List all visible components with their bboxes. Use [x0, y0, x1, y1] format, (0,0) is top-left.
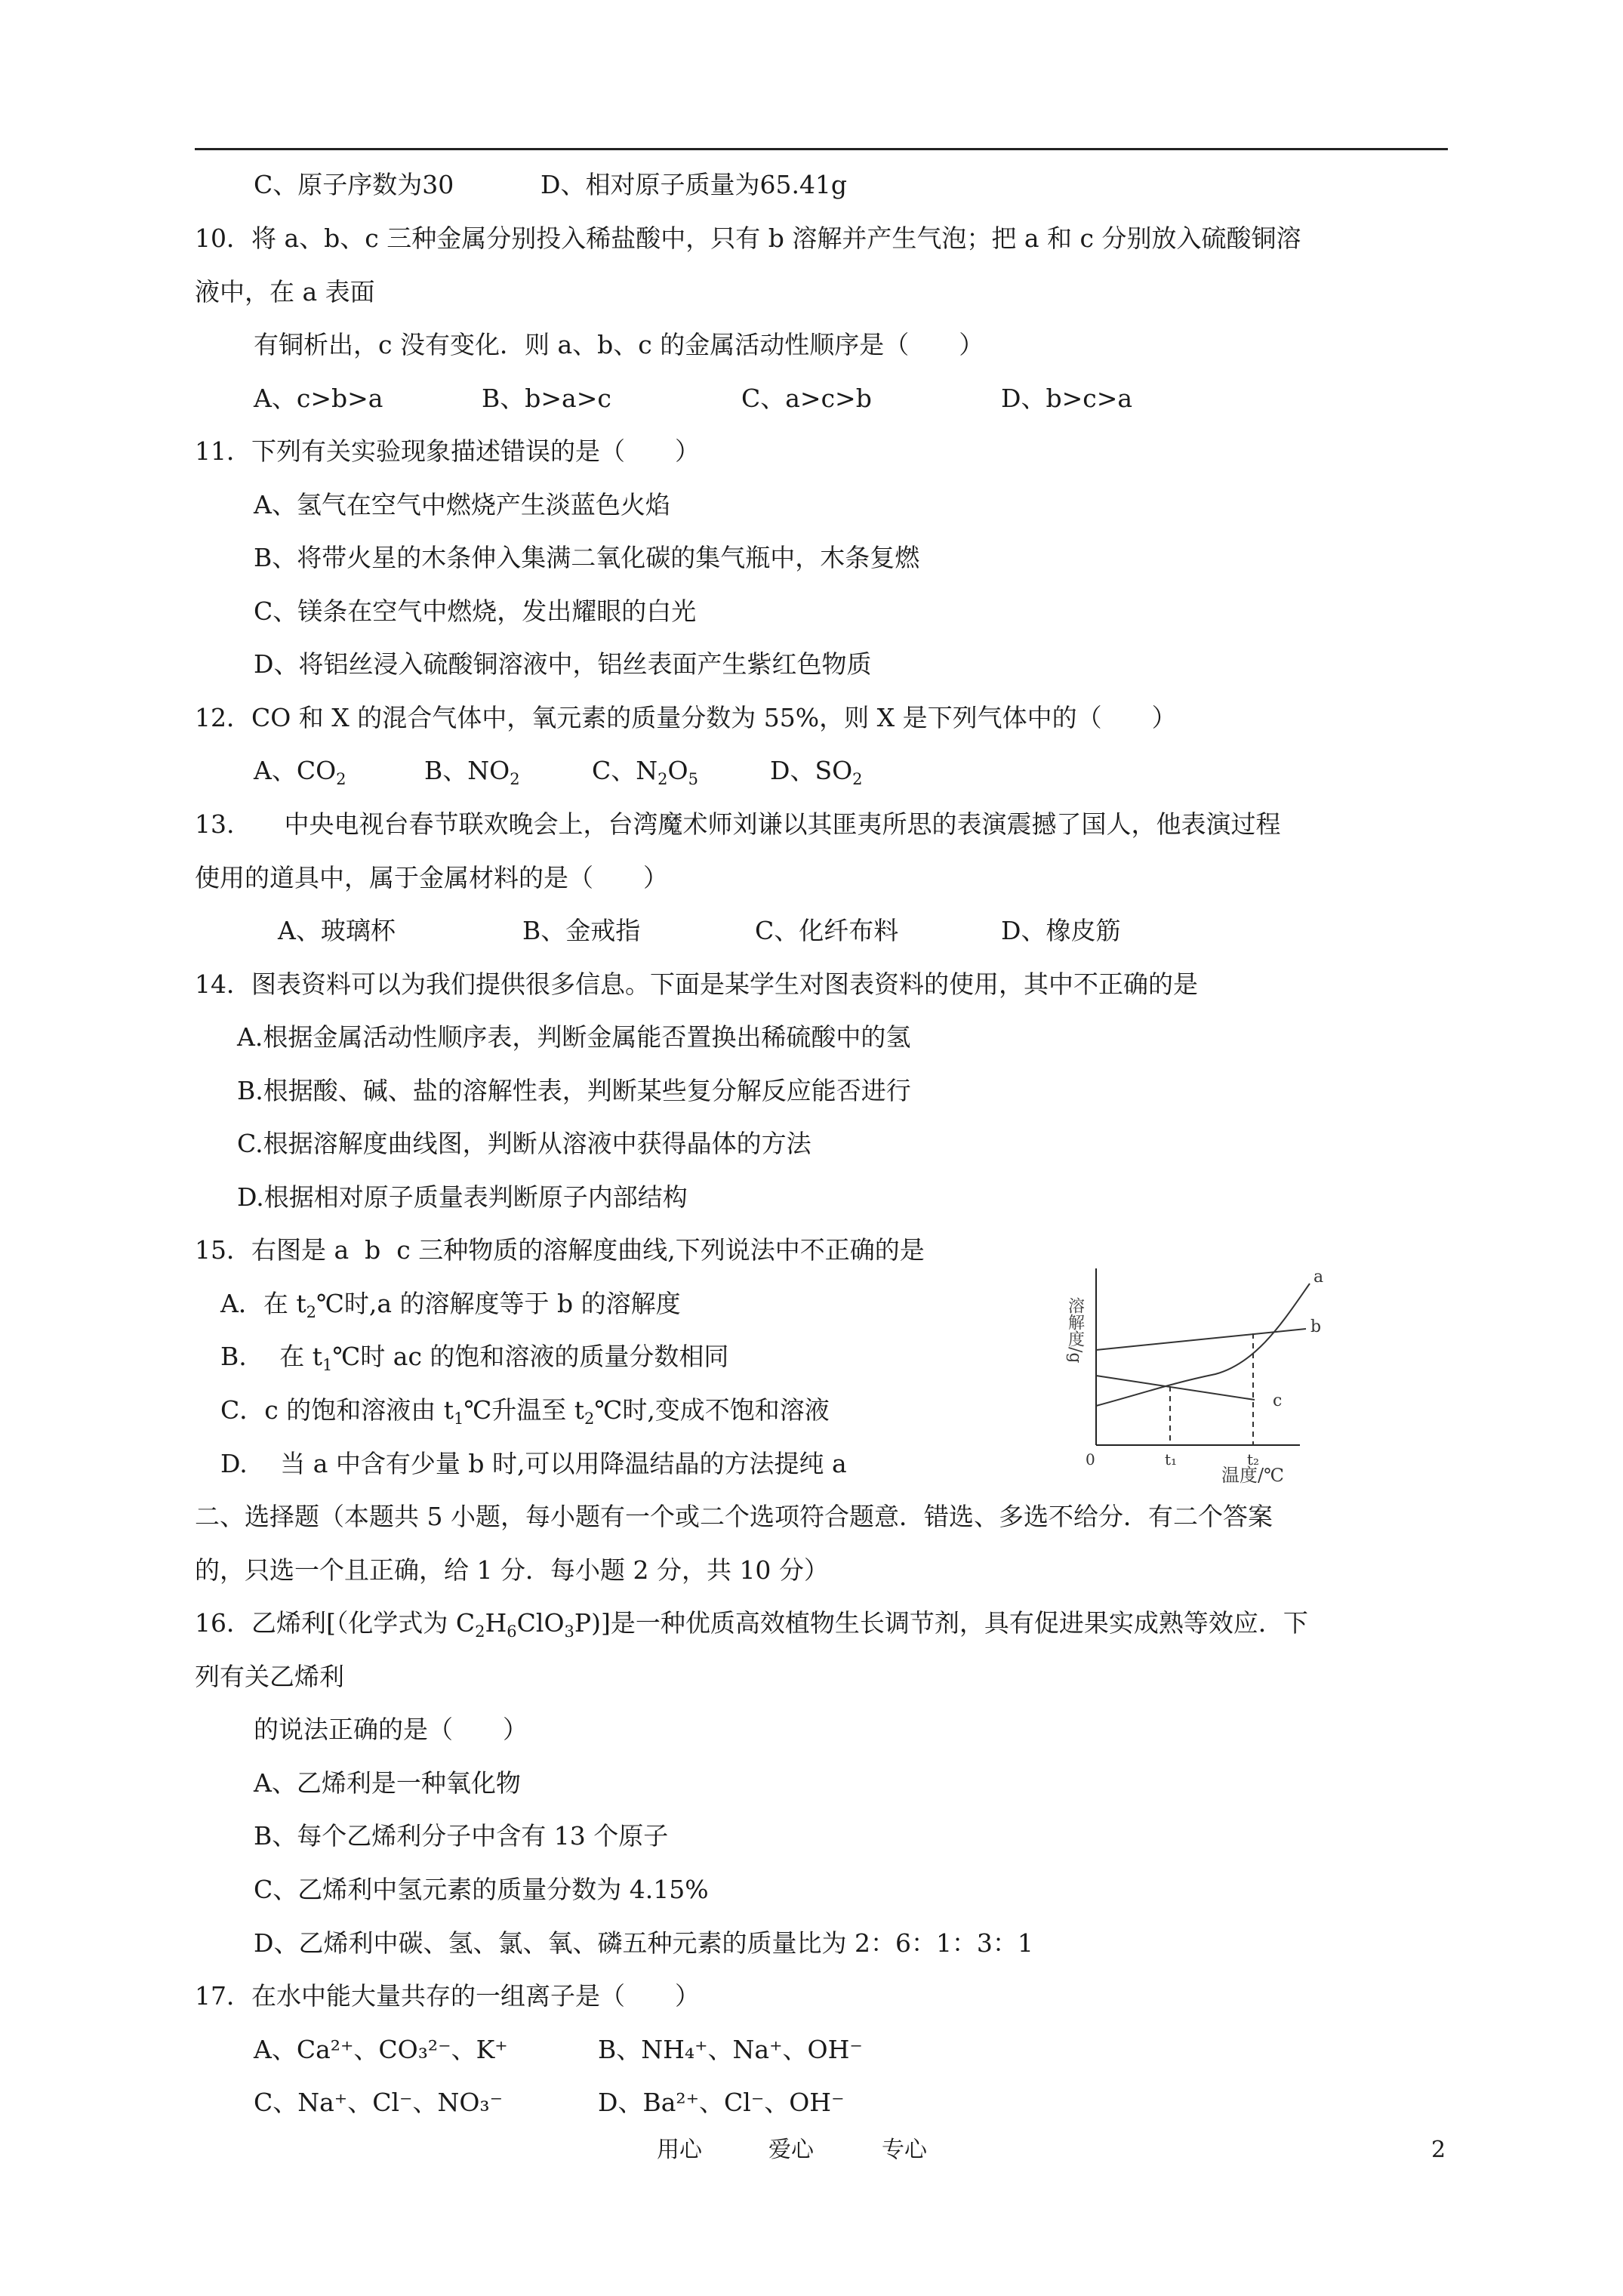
footer-text-middle: 爱心: [768, 2137, 814, 2163]
q9-option-c: C、原子序数为30: [254, 170, 454, 199]
q12-option-c: C、$N_2O_5$: [592, 756, 698, 788]
q11-option-b: B、将带火星的木条伸入集满二氧化碳的集气瓶中，木条复燃: [254, 543, 920, 572]
q10-stem-line3: 有铜析出，c 没有变化．则 a、b、c 的金属活动性顺序是（ ）: [254, 330, 984, 359]
q12-option-a: A、$CO_2$: [254, 756, 346, 788]
q14-option-c: C.根据溶解度曲线图，判断从溶液中获得晶体的方法: [237, 1129, 812, 1158]
series-b-label: b: [1310, 1318, 1322, 1336]
q16-stem-line3: 的说法正确的是（ ）: [254, 1715, 528, 1744]
series-a-curve: [1096, 1284, 1310, 1406]
x-axis-label: 温度/℃: [1221, 1465, 1284, 1486]
q13-stem-line1: 13. 中央电视台春节联欢晚会上，台湾魔术师刘谦以其匪夷所思的表演震撼了国人，他表演过程: [195, 809, 1281, 839]
footer-text-right: 专心: [882, 2137, 927, 2163]
q16-option-a: A、乙烯利是一种氧化物: [254, 1768, 521, 1798]
q13-option-c: C、化纤布料: [755, 916, 899, 945]
q9-option-d: D、相对原子质量为65.41g: [540, 170, 848, 199]
q10-option-a: A、c>b>a: [254, 384, 383, 413]
q15-stem: 15．右图是 a b c 三种物质的溶解度曲线,下列说法中不正确的是: [195, 1235, 925, 1265]
q11-stem: 11．下列有关实验现象描述错误的是（ ）: [195, 436, 700, 466]
q10-stem-line1: 10．将 a、b、c 三种金属分别投入稀盐酸中，只有 b 溶解并产生气泡；把 a 和 c 分别放入硫酸铜溶: [195, 223, 1301, 253]
q15-option-b: B. 在 $t_1℃$时 ac 的饱和溶液的质量分数相同: [220, 1342, 729, 1374]
series-a-label: a: [1313, 1268, 1324, 1287]
series-c-curve: [1096, 1376, 1255, 1400]
q16-option-b: B、每个乙烯利分子中含有 13 个原子: [254, 1821, 669, 1851]
q16-stem-line2: 列有关乙烯利: [195, 1662, 344, 1691]
q12-option-d: D、$SO_2$: [770, 756, 863, 788]
q13-option-b: B、金戒指: [522, 916, 641, 945]
y-axis-label: 溶解度/g: [1065, 1297, 1085, 1364]
q11-option-a: A、氢气在空气中燃烧产生淡蓝色火焰: [254, 490, 670, 519]
q14-option-b: B.根据酸、碱、盐的溶解性表，判断某些复分解反应能否进行: [237, 1076, 911, 1105]
q13-option-d: D、橡皮筋: [1001, 916, 1121, 945]
q16-option-d: D、乙烯利中碳、氢、氯、氧、磷五种元素的质量比为 2：6：1：3：1: [254, 1928, 1033, 1958]
q10-stem-line2: 液中，在 a 表面: [195, 277, 375, 307]
q11-option-c: C、镁条在空气中燃烧，发出耀眼的白光: [254, 596, 697, 626]
solubility-chart: [1057, 1238, 1344, 1495]
series-c-label: c: [1273, 1391, 1283, 1410]
header-rule: [195, 148, 1448, 150]
q11-option-d: D、将铝丝浸入硫酸铜溶液中，铝丝表面产生紫红色物质: [254, 649, 872, 679]
q15-option-c: C．c 的饱和溶液由 $t_1℃$升温至 $t_2℃$时,变成不饱和溶液: [220, 1395, 830, 1428]
page-number: 2: [1431, 2137, 1446, 2163]
q17-option-a: A、Ca²⁺、CO₃²⁻、K⁺: [254, 2035, 508, 2064]
q17-option-d: D、Ba²⁺、Cl⁻、OH⁻: [598, 2088, 845, 2117]
q17-stem: 17．在水中能大量共存的一组离子是（ ）: [195, 1981, 700, 2011]
q17-option-b: B、NH₄⁺、Na⁺、OH⁻: [598, 2035, 863, 2064]
q13-stem-line2: 使用的道具中，属于金属材料的是（ ）: [195, 863, 668, 892]
q16-option-c: C、乙烯利中氢元素的质量分数为 4.15%: [254, 1875, 709, 1904]
q17-option-c: C、Na⁺、Cl⁻、NO₃⁻: [254, 2088, 504, 2117]
q13-option-a: A、玻璃杯: [278, 916, 396, 945]
section2-heading-line1: 二、选择题（本题共 5 小题，每小题有一个或二个选项符合题意．错选、多选不给分．有二个答案: [195, 1502, 1273, 1531]
footer-text-left: 用心: [657, 2137, 702, 2163]
q14-option-d: D.根据相对原子质量表判断原子内部结构: [237, 1182, 688, 1212]
q10-option-c: C、a>c>b: [741, 384, 872, 413]
q14-option-a: A.根据金属活动性顺序表，判断金属能否置换出稀硫酸中的氢: [237, 1022, 911, 1052]
x-tick-t1: t₁: [1165, 1450, 1178, 1469]
q15-option-d: D. 当 a 中含有少量 b 时,可以用降温结晶的方法提纯 a: [220, 1449, 847, 1478]
q10-option-d: D、b>c>a: [1001, 384, 1133, 413]
q12-stem: 12．CO 和 X 的混合气体中，氧元素的质量分数为 55%，则 X 是下列气体中的（ ）: [195, 703, 1177, 732]
q16-stem-line1: 16．乙烯利[（化学式为 $C_2H_6ClO_3P$)]是一种优质高效植物生长调节剂，具有促进果实成熟等效应．下: [195, 1608, 1308, 1641]
q14-stem: 14．图表资料可以为我们提供很多信息。下面是某学生对图表资料的使用，其中不正确的是: [195, 969, 1198, 999]
x-tick-t2: t₂: [1247, 1450, 1260, 1469]
q10-option-b: B、b>a>c: [482, 384, 611, 413]
x-tick-0: 0: [1086, 1450, 1095, 1469]
section2-heading-line2: 的，只选一个且正确，给 1 分．每小题 2 分，共 10 分）: [195, 1555, 829, 1585]
q15-option-a: A．在 $t_2℃$时,a 的溶解度等于 b 的溶解度: [220, 1289, 681, 1321]
q12-option-b: B、$NO_2$: [424, 756, 520, 788]
